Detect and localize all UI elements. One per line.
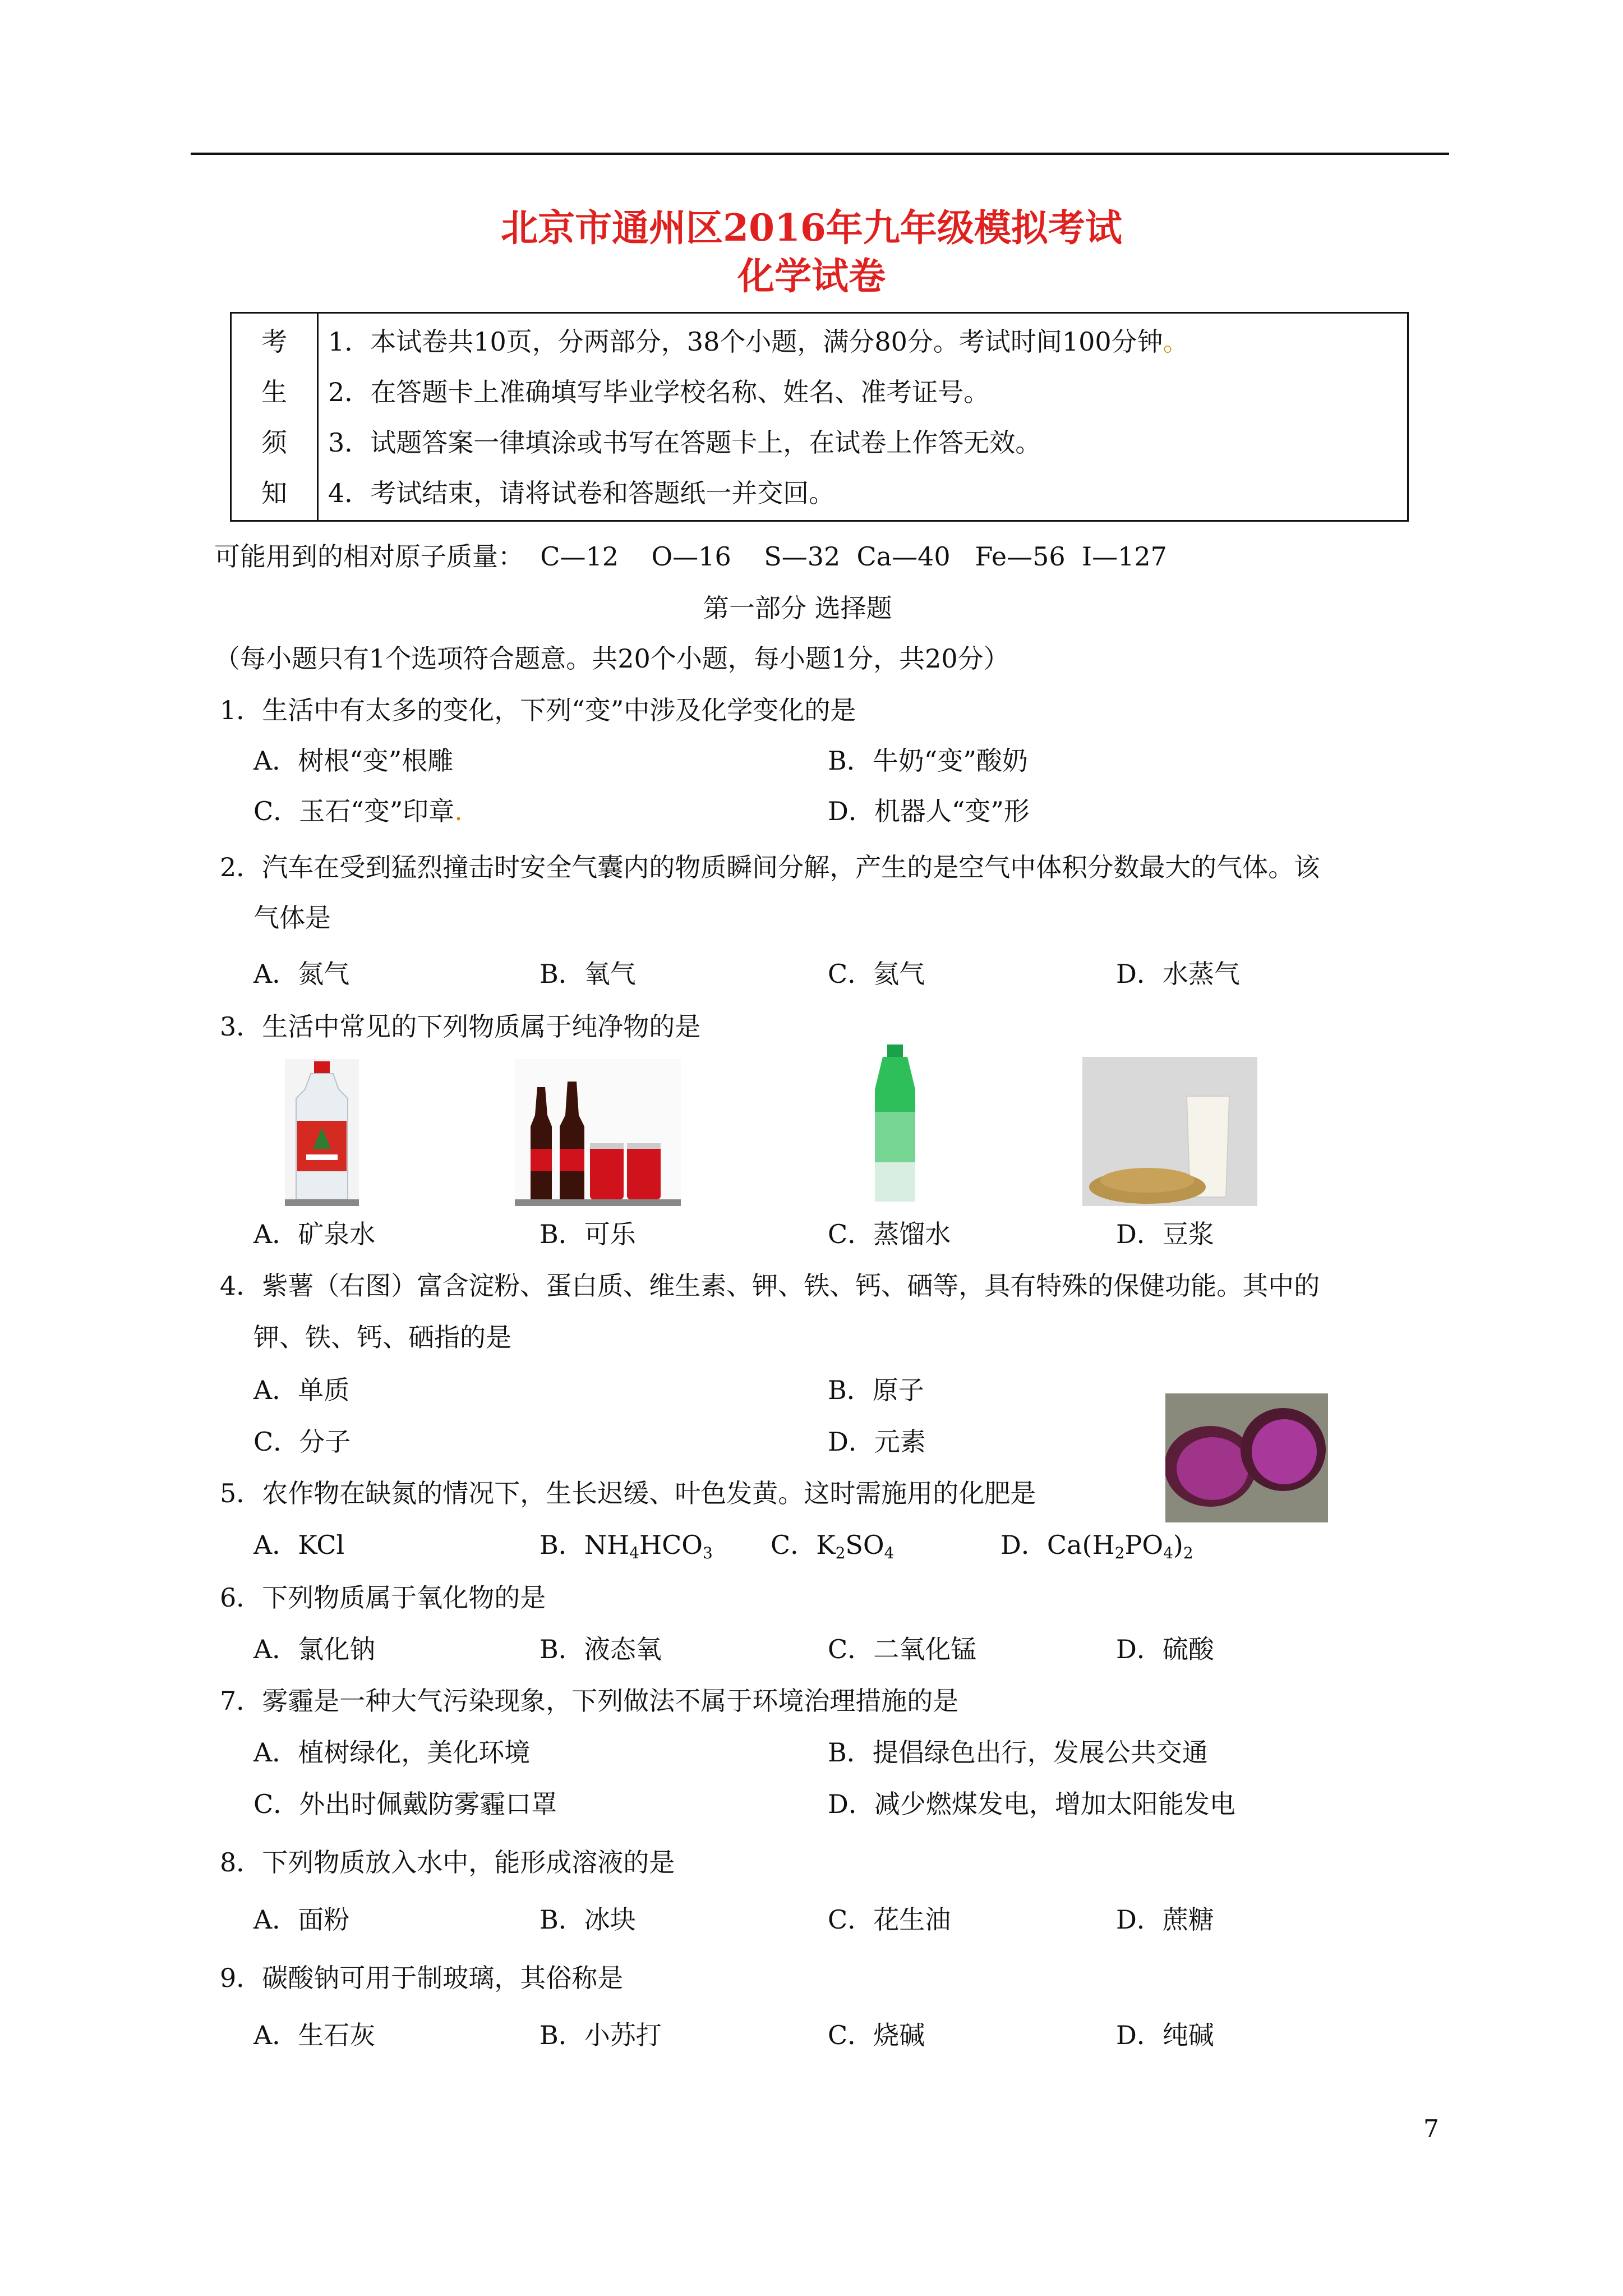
- option: D．纯碱: [1116, 2020, 1214, 2050]
- question-stem: 9．碳酸钠可用于制玻璃，其俗称是: [220, 1963, 624, 1993]
- option: B．小苏打: [540, 2020, 662, 2050]
- question-stem: 7．雾霾是一种大气污染现象，下列做法不属于环境治理措施的是: [220, 1686, 959, 1716]
- distilled-water-bottle-image: [868, 1045, 922, 1207]
- page-number: 7: [1423, 2115, 1439, 2143]
- option: B．$NH_4HCO_3$: [540, 1530, 713, 1562]
- exam-title: 北京市通州区2016年九年级模拟考试: [501, 206, 1122, 250]
- option: D．豆浆: [1116, 1219, 1214, 1249]
- option: D．蔗糖: [1116, 1904, 1214, 1935]
- option: D．减少燃煤发电，增加太阳能发电: [828, 1789, 1235, 1819]
- question-stem: 6．下列物质属于氧化物的是: [220, 1582, 546, 1613]
- option: C．外出时佩戴防雾霾口罩: [253, 1789, 557, 1819]
- notice-label-char: 生: [261, 377, 287, 407]
- option: A．生石灰: [253, 2020, 376, 2050]
- option: D．$Ca(H_2PO_4)_2$: [1000, 1530, 1193, 1562]
- question-stem: 8．下列物质放入水中，能形成溶液的是: [220, 1847, 675, 1878]
- option: D．硫酸: [1116, 1634, 1214, 1664]
- option: B．牛奶“变”酸奶: [828, 746, 1028, 776]
- option: A．KCl: [253, 1530, 345, 1560]
- exam-subtitle: 化学试卷: [737, 254, 886, 298]
- cola-bottles-cans-image: [515, 1059, 681, 1206]
- option: A．面粉: [253, 1904, 350, 1935]
- option: C．氦气: [828, 959, 925, 989]
- notice-item: 2．在答题卡上准确填写毕业学校名称、姓名、准考证号。: [328, 377, 990, 407]
- option: A．单质: [253, 1375, 350, 1405]
- option: C．花生油: [828, 1904, 951, 1935]
- notice-item: 3．试题答案一律填涂或书写在答题卡上，在试卷上作答无效。: [328, 427, 1041, 458]
- option: A．矿泉水: [253, 1219, 376, 1249]
- option: B．液态氧: [540, 1634, 662, 1664]
- section-title: 第一部分 选择题: [703, 593, 892, 623]
- option: C．玉石“变”印章.: [253, 796, 463, 826]
- option: A．氯化钠: [253, 1634, 376, 1664]
- option: C．分子: [253, 1427, 351, 1457]
- notice-label-char: 知: [261, 478, 287, 508]
- soy-milk-image: [1082, 1057, 1257, 1206]
- option: C．烧碱: [828, 2020, 925, 2050]
- question-stem-cont: 钾、铁、钙、硒指的是: [253, 1322, 511, 1352]
- purple-sweet-potato-image: [1165, 1393, 1328, 1522]
- option: C．二氧化锰: [828, 1634, 977, 1664]
- option: B．氧气: [540, 959, 636, 989]
- question-stem: 2．汽车在受到猛烈撞击时安全气囊内的物质瞬间分解，产生的是空气中体积分数最大的气体。该: [220, 852, 1320, 882]
- option: D．水蒸气: [1116, 959, 1240, 989]
- option: A．植树绿化，美化环境: [253, 1737, 531, 1768]
- option: B．原子: [828, 1375, 924, 1405]
- top-rule: [191, 153, 1449, 155]
- atomic-masses: 可能用到的相对原子质量： C—12 O—16 S—32 Ca—40 Fe—56 I—127: [214, 541, 1167, 572]
- option: B．提倡绿色出行，发展公共交通: [828, 1737, 1208, 1768]
- option: D．元素: [828, 1427, 926, 1457]
- notice-item: 1．本试卷共10页，分两部分，38个小题，满分80分。考试时间100分钟。: [328, 326, 1189, 357]
- notice-item: 4．考试结束，请将试卷和答题纸一并交回。: [328, 478, 835, 508]
- notice-label-char: 考: [261, 326, 287, 357]
- notice-box: [230, 312, 1409, 522]
- notice-label-char: 须: [261, 427, 287, 458]
- question-stem: 1．生活中有太多的变化，下列“变”中涉及化学变化的是: [220, 695, 856, 725]
- option: C．蒸馏水: [828, 1219, 951, 1249]
- option: B．冰块: [540, 1904, 636, 1935]
- question-stem: 3．生活中常见的下列物质属于纯净物的是: [220, 1011, 701, 1042]
- option: D．机器人“变”形: [828, 796, 1030, 826]
- section-note: （每小题只有1个选项符合题意。共20个小题，每小题1分，共20分）: [214, 643, 1009, 674]
- option: A．氮气: [253, 959, 350, 989]
- question-stem: 4．紫薯（右图）富含淀粉、蛋白质、维生素、钾、铁、钙、硒等，具有特殊的保健功能。其中的: [220, 1271, 1320, 1301]
- option: C．$K_2SO_4$: [771, 1530, 895, 1562]
- mineral-water-bottle-image: [285, 1059, 359, 1206]
- question-stem: 5．农作物在缺氮的情况下，生长迟缓、叶色发黄。这时需施用的化肥是: [220, 1478, 1036, 1508]
- option: B．可乐: [540, 1219, 636, 1249]
- option: A．树根“变”根雕: [253, 746, 454, 776]
- question-stem-cont: 气体是: [253, 903, 331, 933]
